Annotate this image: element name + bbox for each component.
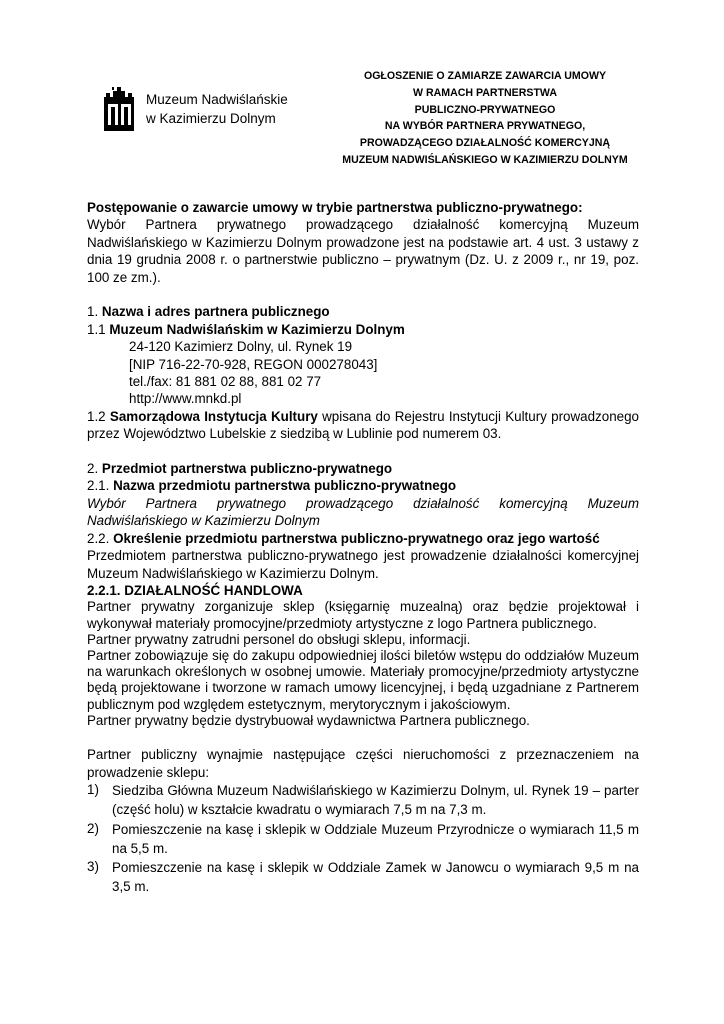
document-body bbox=[87, 199, 639, 896]
museum-logo bbox=[102, 87, 292, 133]
website-link[interactable]: http://www.mnkd.pl bbox=[129, 391, 242, 407]
section-number: 1.1 bbox=[87, 321, 106, 337]
title-line: MUZEUM NADWIŚLAŃSKIEGO W KAZIMIERZU DOLNYM bbox=[342, 153, 628, 166]
intro-heading: Postępowanie o zawarcie umowy w trybie partnerstwa publiczno-prywatnego: bbox=[87, 200, 583, 215]
title-line: NA WYBÓR PARTNERA PRYWATNEGO, bbox=[384, 120, 586, 133]
logo-name-line2: w Kazimierzu Dolnym bbox=[146, 111, 276, 126]
rent-intro: Partner publiczny wynajmie następujące części nieruchomości z przeznaczeniem na prowadzenie sklepu: bbox=[87, 747, 639, 780]
section-2-1-heading bbox=[87, 477, 639, 494]
section-2-1-text: Wybór Partnera prywatnego prowadzącego działalność komercyjną Muzeum Nadwiślańskiego w Kazimierzu Dolnym bbox=[87, 495, 639, 529]
trade-paragraph: Partner zobowiązuje się do zakupu odpowiedniej ilości biletów wstępu do oddziałów Muzeum na warunkach określonych w osobnej umowie. Materiały promocyjne/przedmioty artystyczne będą projektowane i tworzone w ramach umowy licencyjnej, i będą uzgadniane z Partnerem publicznym pod względem estetycznym, merytorycznym i jakościowym. bbox=[87, 647, 639, 712]
list-text: Pomieszczenie na kasę i sklepik w Oddziale Muzeum Przyrodnicze o wymiarach 11,5 m na 5,5 m. bbox=[112, 821, 639, 856]
title-line: PROWADZĄCEGO DZIAŁALNOŚĆ KOMERCYJNĄ bbox=[359, 137, 611, 150]
tax-ids: [NIP 716-22-70-928, REGON 000278043] bbox=[129, 356, 378, 372]
rent-list bbox=[87, 781, 639, 896]
section-1-1-heading bbox=[87, 321, 639, 338]
address-line: 24-120 Kazimierz Dolny, ul. Rynek 19 bbox=[129, 339, 353, 355]
list-number: 1) bbox=[87, 782, 99, 798]
trade-paragraph: Partner prywatny zorganizuje sklep (księgarnię muzealną) oraz będzie projektował i wykonywał materiały promocyjne/przedmioty artystyczne z logo Partnera publicznego. bbox=[87, 599, 639, 631]
section-number: 2.1. bbox=[87, 478, 110, 494]
list-text: Pomieszczenie na kasę i sklepik w Oddziale Zamek w Janowcu o wymiarach 9,5 m na 3,5 m. bbox=[112, 859, 639, 895]
list-item bbox=[87, 781, 639, 819]
section-1-2 bbox=[87, 408, 639, 443]
title-line: W RAMACH PARTNERSTWA bbox=[413, 86, 557, 99]
section-number: 1. bbox=[87, 304, 99, 320]
section-number: 1.2 bbox=[87, 408, 106, 424]
section-title: Muzeum Nadwiślańskim w Kazimierzu Dolnym bbox=[109, 321, 405, 337]
announcement-title bbox=[300, 68, 670, 169]
section-number: 2.2. bbox=[87, 530, 110, 546]
section-2-heading bbox=[87, 460, 639, 477]
list-text: Siedziba Główna Muzeum Nadwiślańskiego w Kazimierzu Dolnym, ul. Rynek 19 – parter (część holu) w kształcie kwadratu o wymiarach 7,5 m na 7,3 m. bbox=[112, 783, 639, 818]
section-number: 2. bbox=[87, 461, 99, 477]
section-2-2-1-heading: 2.2.1. DZIAŁALNOŚĆ HANDLOWA bbox=[87, 582, 303, 598]
section-title: Przedmiot partnerstwa publiczno-prywatnego bbox=[101, 461, 393, 477]
section-title: Określenie przedmiotu partnerstwa publiczno-prywatnego oraz jego wartość bbox=[113, 530, 600, 546]
title-line: PUBLICZNO-PRYWATNEGO bbox=[414, 103, 556, 116]
intro-text: Wybór Partnera prywatnego prowadzącego działalność komercyjną Muzeum Nadwiślańskiego w Kazimierzu Dolnym prowadzone jest na podstawie art. 4 ust. 3 ustawy z dnia 19 grudnia 2008 r. o partnerstwie publiczno – prywatnym (Dz. U. z 2009 r., nr 19, poz. 100 ze zm.). bbox=[87, 217, 639, 285]
section-title: Samorządowa Instytucja Kultury bbox=[109, 408, 318, 424]
title-line: OGŁOSZENIE O ZAMIARZE ZAWARCIA UMOWY bbox=[363, 70, 607, 82]
section-title: Nazwa przedmiotu partnerstwa publiczno-prywatnego bbox=[113, 478, 457, 494]
phone-fax: tel./fax: 81 881 02 88, 881 02 77 bbox=[129, 374, 322, 390]
logo-name-line1: Muzeum Nadwiślańskie bbox=[146, 92, 288, 107]
museum-emblem-icon bbox=[102, 87, 136, 133]
section-2-2-heading bbox=[87, 530, 639, 547]
section-text: wpisana do Rejestru Instytucji Kultury prowadzonego przez Województwo Lubelskie z siedzibą w Lublinie pod numerem 03. bbox=[87, 408, 639, 442]
section-2-2-text: Przedmiotem partnerstwa publiczno-prywatnego jest prowadzenie działalności komercyjnej Muzeum Nadwiślańskiego w Kazimierzu Dolnym. bbox=[87, 548, 639, 581]
trade-paragraph: Partner prywatny zatrudni personel do obsługi sklepu, informacji. bbox=[87, 631, 471, 647]
list-number: 3) bbox=[87, 858, 99, 874]
section-1-heading bbox=[87, 303, 639, 320]
section-title: Nazwa i adres partnera publicznego bbox=[101, 304, 330, 320]
list-number: 2) bbox=[87, 820, 99, 836]
trade-paragraph: Partner prywatny będzie dystrybuował wydawnictwa Partnera publicznego. bbox=[87, 712, 530, 728]
list-item bbox=[87, 858, 639, 896]
list-item bbox=[87, 820, 639, 858]
